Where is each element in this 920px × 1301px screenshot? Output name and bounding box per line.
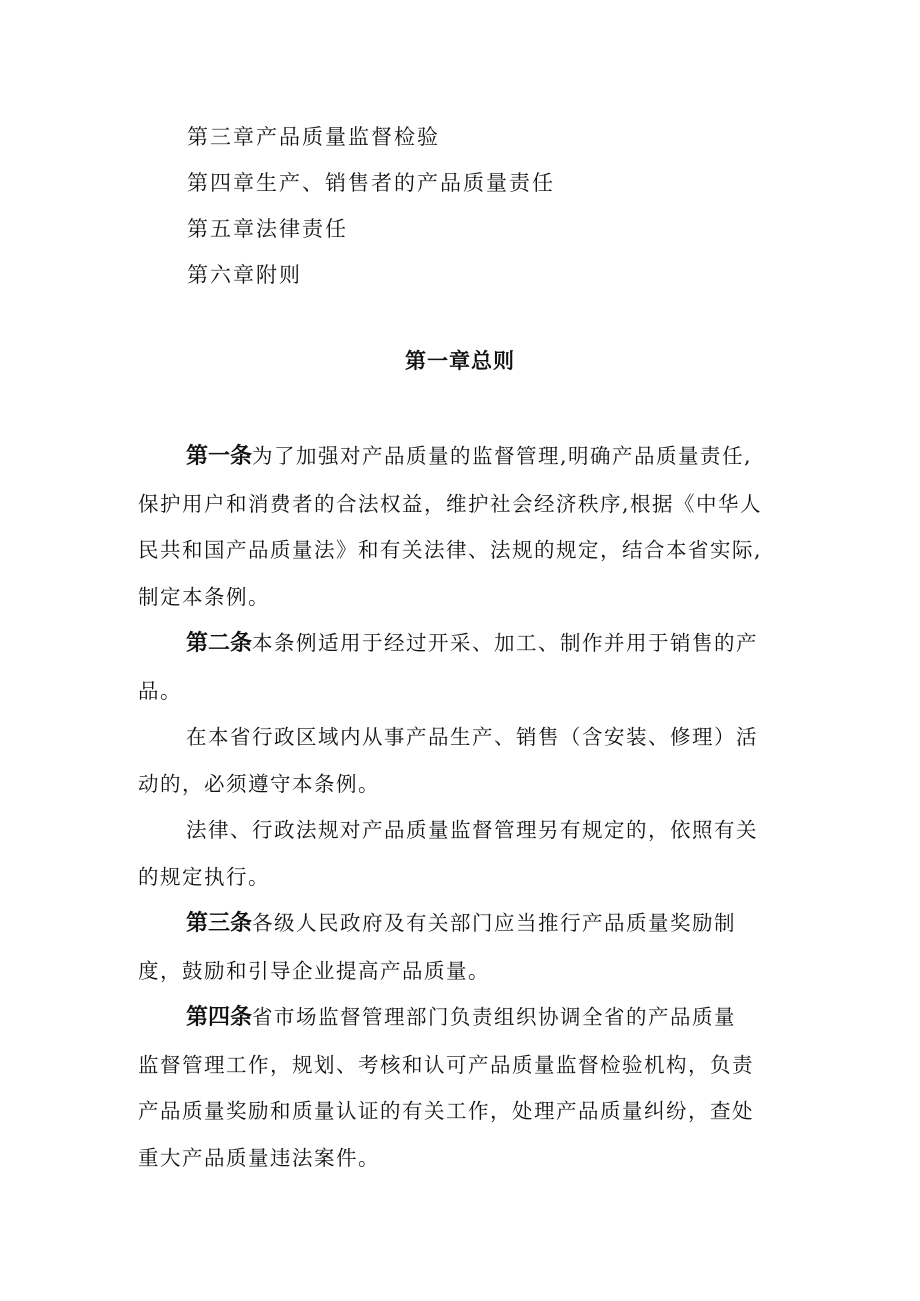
- paragraph-line: 法律、行政法规对产品质量监督管理另有规定的，依照有关: [186, 818, 758, 842]
- paragraph-line: 各级人民政府及有关部门应当推行产品质量奖励制: [252, 911, 737, 935]
- toc-item-chapter-6: 第六章附则: [187, 263, 302, 287]
- paragraph-line: 重大产品质量违法案件。: [138, 1145, 380, 1170]
- document-body: [138, 433, 788, 1181]
- paragraph-line: 民共和国产品质量法》和有关法律、法规的规定，结合本省实际,: [138, 538, 763, 562]
- paragraph-line: 在本省行政区域内从事产品生产、销售（含安装、修理）活: [186, 725, 758, 749]
- paragraph-line: 产品质量奖励和质量认证的有关工作，处理产品质量纠纷，查处: [138, 1099, 754, 1123]
- paragraph-line: 制定本条例。: [138, 584, 270, 609]
- chapter-title: 第一章总则: [405, 349, 515, 373]
- article-4: [138, 994, 788, 1181]
- table-of-contents: [187, 114, 555, 298]
- toc-item-chapter-5: 第五章法律责任: [187, 217, 348, 241]
- paragraph-line: 省市场监督管理部门负责组织协调全省的产品质量: [252, 1005, 737, 1029]
- article-number: 第四条: [186, 1005, 253, 1030]
- paragraph-line: 的规定执行。: [138, 864, 270, 889]
- paragraph-line: 保护用户和消费者的合法权益，维护社会经济秩序,根据《中华人: [138, 491, 763, 516]
- paragraph-line: 监督管理工作，规划、考核和认可产品质量监督检验机构，负责: [138, 1052, 754, 1077]
- article-2: [138, 620, 788, 714]
- paragraph-line: 为了加强对产品质量的监督管理,明确产品质量责任,: [252, 444, 753, 468]
- article-number: 第三条: [186, 911, 253, 936]
- article-number: 第二条: [186, 631, 253, 656]
- toc-item-chapter-3: 第三章产品质量监督检验: [187, 125, 440, 149]
- article-number: 第一条: [186, 444, 253, 469]
- article-1: [138, 433, 788, 620]
- article-2-paragraph-3: [138, 807, 788, 900]
- paragraph-line: 本条例适用于经过开采、加工、制作并用于销售的产: [252, 631, 759, 655]
- paragraph-line: 品。: [138, 678, 182, 703]
- article-3: [138, 900, 788, 994]
- paragraph-line: 度，鼓励和引导企业提高产品质量。: [138, 958, 490, 983]
- article-2-paragraph-2: [138, 714, 788, 807]
- paragraph-line: 动的，必须遵守本条例。: [138, 771, 380, 796]
- toc-item-chapter-4: 第四章生产、销售者的产品质量责任: [187, 171, 555, 195]
